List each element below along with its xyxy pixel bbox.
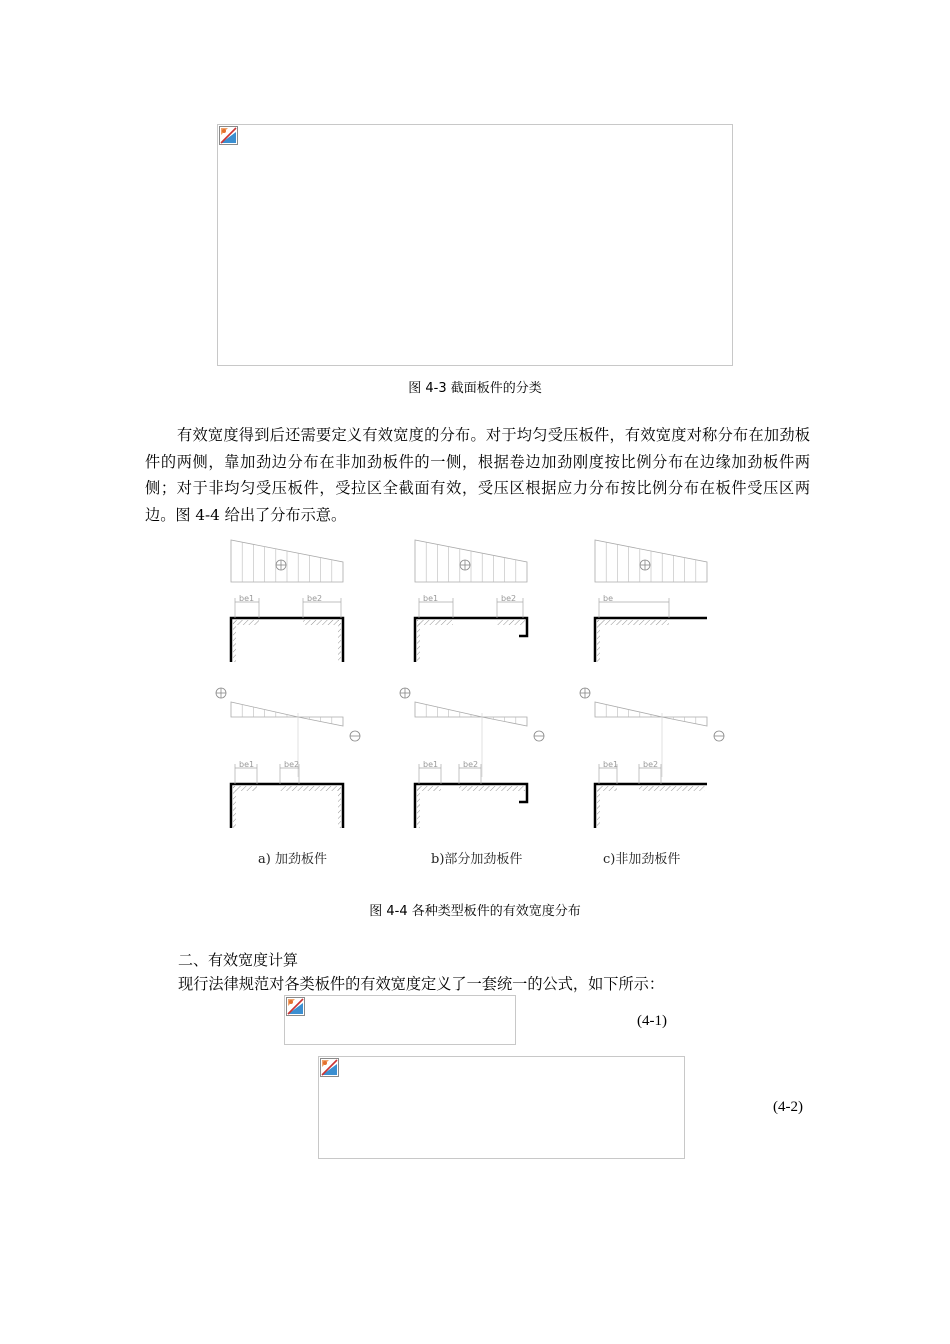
dimension-line bbox=[235, 594, 259, 618]
minus-sign-icon bbox=[534, 731, 544, 741]
section-shape-unstiffened bbox=[595, 594, 707, 662]
dimension-label: be2 bbox=[284, 760, 300, 769]
dimension-line bbox=[303, 594, 341, 618]
equation-number: (4-1) bbox=[637, 1013, 667, 1029]
stress-diagram-compression bbox=[595, 540, 707, 582]
dimension-line bbox=[639, 760, 661, 784]
dimension-line bbox=[599, 594, 669, 618]
dimension-label: be1 bbox=[239, 594, 255, 603]
plus-sign-icon bbox=[580, 688, 590, 698]
dimension-line bbox=[280, 760, 299, 784]
plus-sign-icon bbox=[640, 560, 650, 570]
figure-4-3-caption: 图 4-3 截面板件的分类 bbox=[408, 381, 542, 396]
broken-image-icon bbox=[219, 126, 238, 145]
section-shape-partial bbox=[415, 594, 527, 662]
minus-sign-icon bbox=[714, 731, 724, 741]
sublabel-stiffened: a) 加劲板件 bbox=[258, 852, 327, 867]
dimension-label: be2 bbox=[463, 760, 479, 769]
dimension-line bbox=[419, 594, 453, 618]
dimension-line bbox=[459, 760, 481, 784]
equation-4-2-image bbox=[318, 1056, 685, 1159]
dimension-line bbox=[497, 594, 523, 618]
plus-sign-icon bbox=[400, 688, 410, 698]
dimension-label: be bbox=[603, 594, 613, 603]
dimension-line bbox=[599, 760, 618, 784]
body-line: 现行法律规范对各类板件的有效宽度定义了一套统一的公式，如下所示： bbox=[178, 975, 664, 993]
equation-number: (4-2) bbox=[773, 1099, 803, 1115]
dimension-label: be1 bbox=[423, 760, 439, 769]
body-paragraph: 有效宽度得到后还需要定义有效宽度的分布。对于均匀受压板件，有效宽度对称分布在加劲板件的两侧，靠加劲边分布在非加劲板件的一侧，根据卷边加劲刚度按比例分布在边缘加劲板件两侧；对于非均匀受压板件，受拉区全截面有效，受压区根据应力分布按比例分布在板件受压区两边。图 4-4 给出了分布示意。 bbox=[145, 426, 810, 524]
equation-4-1-image bbox=[284, 995, 516, 1045]
figure-4-3-image bbox=[217, 124, 733, 366]
dimension-label: be1 bbox=[423, 594, 439, 603]
section-shape-bending-partial bbox=[415, 760, 527, 828]
minus-sign-icon bbox=[350, 731, 360, 741]
figure-4-4-caption: 图 4-4 各种类型板件的有效宽度分布 bbox=[369, 904, 581, 919]
dimension-label: be1 bbox=[603, 760, 619, 769]
stress-diagram-compression bbox=[415, 540, 527, 582]
section-heading: 二、有效宽度计算 bbox=[178, 951, 299, 969]
plus-sign-icon bbox=[460, 560, 470, 570]
section-shape-bending-unstiffened bbox=[595, 760, 707, 828]
dimension-label: be1 bbox=[239, 760, 255, 769]
plus-sign-icon bbox=[276, 560, 286, 570]
figure-4-4-diagram bbox=[200, 532, 740, 872]
dimension-line bbox=[419, 760, 441, 784]
sublabel-unstiffened: c)非加劲板件 bbox=[603, 852, 681, 867]
section-shape-stiffened bbox=[231, 594, 343, 662]
broken-image-icon bbox=[286, 997, 305, 1016]
dimension-label: be2 bbox=[643, 760, 659, 769]
section-shape-bending-stiffened bbox=[231, 760, 343, 828]
broken-image-icon bbox=[320, 1058, 339, 1077]
dimension-line bbox=[235, 760, 257, 784]
dimension-label: be2 bbox=[307, 594, 323, 603]
sublabel-partially-stiffened: b)部分加劲板件 bbox=[431, 852, 523, 867]
plus-sign-icon bbox=[216, 688, 226, 698]
stress-diagram-compression bbox=[231, 540, 343, 582]
dimension-label: be2 bbox=[501, 594, 517, 603]
